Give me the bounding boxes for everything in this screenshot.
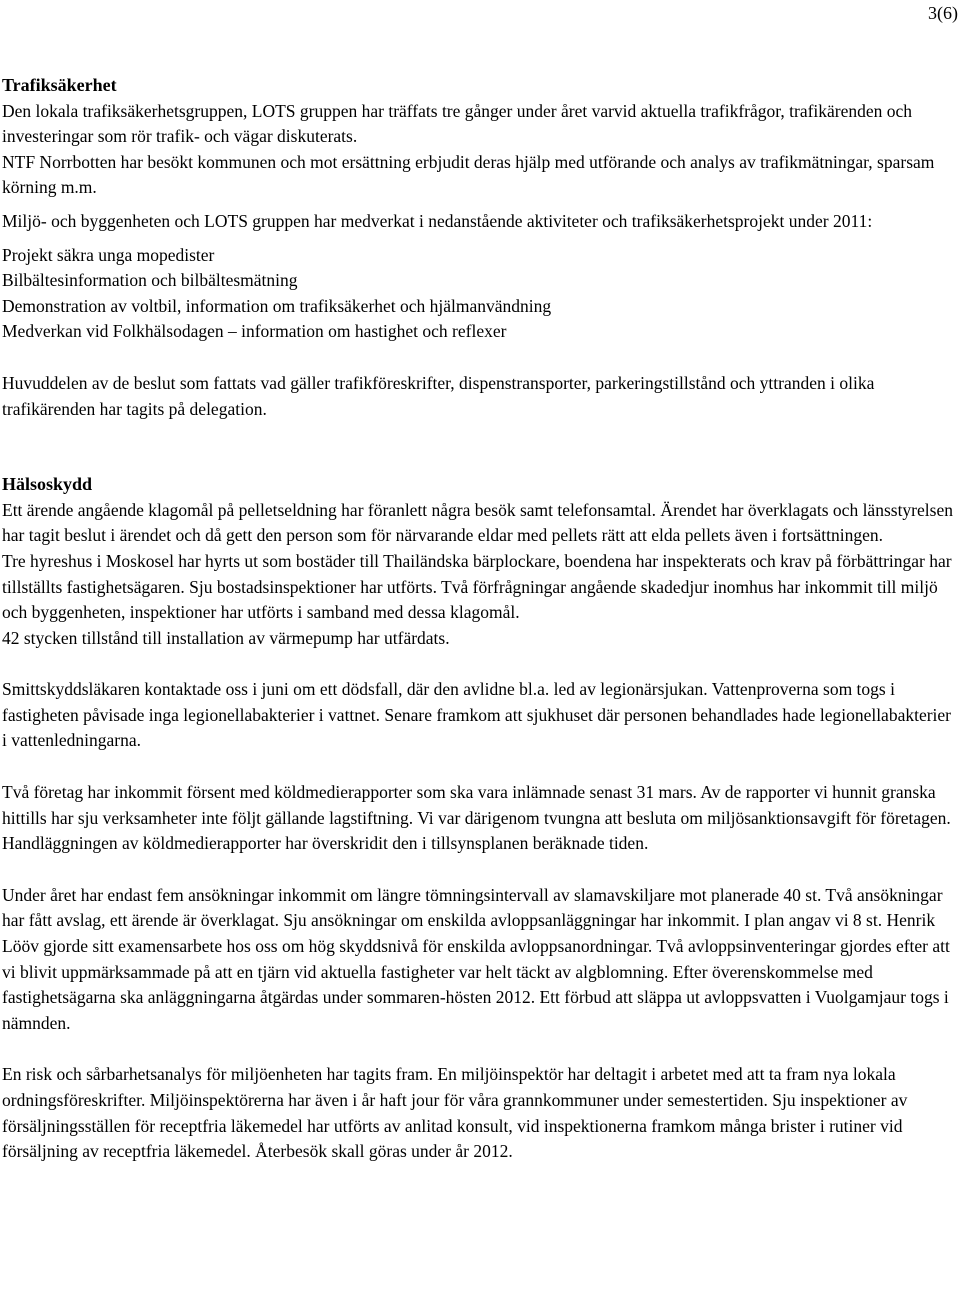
paragraph: Huvuddelen av de beslut som fattats vad gäller trafikföreskrifter, dispenstransporter, parkeringstillstånd och yttranden i olika trafikärenden har tagits på delegation. bbox=[2, 372, 875, 419]
paragraph: Ett ärende angående klagomål på pelletseldning har föranlett några besök samt telefonsamtal. Ärendet har överklagats och länsstyrelsen har tagit beslut i ärendet och då gett den person som för närvarande eldar med pellets rätt att elda pellets även i fortsättningen. bbox=[2, 499, 953, 546]
list-item: Bilbältesinformation och bilbältesmätning bbox=[2, 270, 298, 291]
page-number: 3(6) bbox=[928, 3, 958, 23]
document-body bbox=[2, 73, 954, 1165]
activity-list bbox=[2, 243, 954, 345]
paragraph: Två företag har inkommit försent med köldmedierapporter som ska vara inlämnade senast 31 mars. Av de rapporter vi hunnit granska hittills har sju verksamheter inte följt gällande lagstiftning. Vi var därigenom tvungna att besluta om miljösanktionsavgift för företagen. Handläggningen av köldmedierapporter har överskridit den i tillsynsplanen beräknade tiden. bbox=[2, 782, 951, 854]
list-item: Projekt säkra unga mopedister bbox=[2, 244, 215, 265]
section-heading: Hälsoskydd bbox=[2, 474, 93, 495]
list-item: Medverkan vid Folkhälsodagen – information om hastighet och reflexer bbox=[2, 321, 507, 342]
paragraph: En risk och sårbarhetsanalys för miljöenheten har tagits fram. En miljöinspektör har deltagit i arbetet med att ta fram nya lokala ordningsföreskrifter. Miljöinspektörerna har även i år haft jour för våra grannkommuner under semestertiden. Sju inspektioner av försäljningsställen för receptfria läkemedel har utförts av anlitad konsult, vid inspektionerna framkom många brister i rutiner vid försäljning av receptfria läkemedel. Återbesök skall göras under år 2012. bbox=[2, 1064, 908, 1162]
paragraph: Smittskyddsläkaren kontaktade oss i juni om ett dödsfall, där den avlidne bl.a. led av legionärsjukan. Vattenproverna som togs i fastigheten påvisade inga legionellabakterier i vattnet. Senare framkom att sjukhuset där personen behandlades hade legionellabakterier i vattenledningarna. bbox=[2, 679, 952, 751]
paragraph: Miljö- och byggenheten och LOTS gruppen har medverkat i nedanstående aktiviteter och trafiksäkerhetsprojekt under 2011: bbox=[2, 210, 873, 231]
paragraph: 42 stycken tillstånd till installation av värmepump har utfärdats. bbox=[2, 627, 450, 648]
paragraph: NTF Norrbotten har besökt kommunen och mot ersättning erbjudit deras hjälp med utförande och analys av trafikmätningar, sparsam körning m.m. bbox=[2, 151, 935, 198]
section-heading: Trafiksäkerhet bbox=[2, 75, 117, 95]
paragraph: Tre hyreshus i Moskosel har hyrts ut som bostäder till Thailändska bärplockare, boendena har inspekterats och krav på förbättringar har tillställts fastighetsägaren. Sju bostadsinspektioner har utförts. Två förfrågningar angående skadedjur inomhus har inkommit till miljö och byggenheten, inspektioner har utförts i samband med dessa klagomål. bbox=[2, 550, 952, 623]
paragraph: Under året har endast fem ansökningar inkommit om längre tömningsintervall av slamavskiljare mot planerade 40 st. Två ansökningar har fått avslag, ett ärende är överklagat. Sju ansökningar om enskilda avloppsanläggningar har inkommit. I plan angav vi 8 st. Henrik Lööv gjorde sitt examensarbete hos oss om hög skyddsnivå för enskilda avloppsanordningar. Två avloppsinventeringar gjordes efter att vi blivit uppmärksammade på att en tjärn vid aktuella fastigheter var helt täckt av algblomning. Efter överenskommelse med fastighetsägarna ska anläggningarna åtgärdas under sommaren-hösten 2012. Ett förbud att släppa ut avloppsvatten i Vuolgamjaur togs i nämnden. bbox=[2, 884, 950, 1033]
section-halsoskydd bbox=[2, 472, 954, 1165]
list-item: Demonstration av voltbil, information om trafiksäkerhet och hjälmanvändning bbox=[2, 295, 552, 316]
section-trafiksakerhet bbox=[2, 73, 954, 422]
paragraph: Den lokala trafiksäkerhetsgruppen, LOTS gruppen har träffats tre gånger under året varvid aktuella trafikfrågor, trafikärenden och investeringar som rör trafik- och vägar diskuterats. bbox=[2, 100, 913, 147]
